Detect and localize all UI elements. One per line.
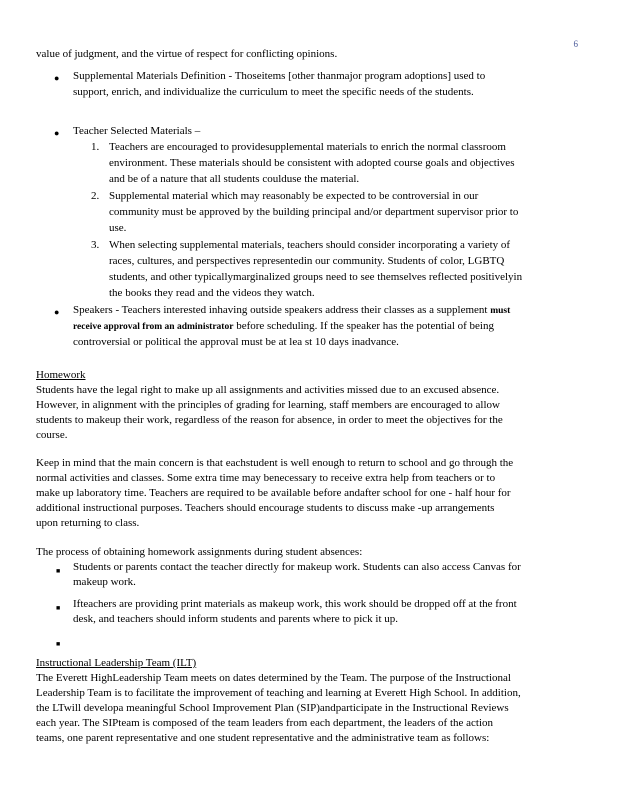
item3-line-3: students, and other typicallymarginalized groups need to see themselves reflected positivelyin <box>109 271 523 283</box>
speakers-line-1 <box>73 302 510 319</box>
list-number: 2. <box>91 190 100 202</box>
speakers-text: Speakers - Teachers interested inhaving outside speakers address their classes as a supplement <box>73 304 488 316</box>
bullet-icon: ● <box>54 128 60 138</box>
speakers-line-2 <box>73 318 494 335</box>
page-number: 6 <box>573 39 578 49</box>
speakers-bold: must <box>490 306 511 316</box>
ilt-line-5: teams, one parent representative and one student representative and the administrative team as follows: <box>36 732 490 744</box>
ilt-line-1: The Everett HighLeadership Team meets on dates determined by the Team. The purpose of the Instructional <box>36 672 511 684</box>
homework-p1-line-1: Students have the legal right to make up all assignments and activities missed due to an excused absence. <box>36 384 500 396</box>
supplemental-line-1: Supplemental Materials Definition - Thoseitems [other thanmajor program adoptions] used to <box>73 70 486 82</box>
ilt-line-3: the LTwill developa meaningful School Improvement Plan (SIP)andparticipate in the Instructional Reviews <box>36 702 509 714</box>
square-bullet-icon: ■ <box>56 640 61 648</box>
ilt-line-4: each year. The SIPteam is composed of the team leaders from each department, the leaders of the action <box>36 717 494 729</box>
homework-p1-line-3: students to makeup their work, regardless of the reason for absence, in order to meet the objectives for the <box>36 414 503 426</box>
supplemental-line-2: support, enrich, and individualize the curriculum to meet the specific needs of the students. <box>73 86 474 98</box>
process-heading: The process of obtaining homework assignments during student absences: <box>36 546 363 558</box>
list-number: 1. <box>91 141 100 153</box>
top-line: value of judgment, and the virtue of respect for conflicting opinions. <box>36 48 338 60</box>
homework-p2-line-2: normal activities and classes. Some extra time may benecessary to receive extra help from teachers or to <box>36 472 496 484</box>
list-number: 3. <box>91 239 100 251</box>
speakers-text: before scheduling. If the speaker has the potential of being <box>233 320 494 332</box>
item2-line-2: community must be approved by the building principal and/or department supervisor prior to <box>109 206 519 218</box>
item2-line-3: use. <box>109 222 127 234</box>
homework-p2-line-5: upon returning to class. <box>36 517 140 529</box>
bullet-icon: ● <box>54 307 60 317</box>
square-bullet-icon: ■ <box>56 567 61 575</box>
homework-p2-line-3: make up laboratory time. Teachers are required to be available before andafter school for one - half hour for <box>36 487 511 499</box>
item3-line-4: the books they read and the videos they watch. <box>109 287 315 299</box>
item1-line-3: and be of a nature that all students coulduse the material. <box>109 173 360 185</box>
speakers-line-3: controversial or political the approval must be at lea st 10 days inadvance. <box>73 336 399 348</box>
ilt-line-2: Leadership Team is to facilitate the improvement of teaching and learning at Everett High School. In addition, <box>36 687 521 699</box>
homework-p1-line-4: course. <box>36 429 68 441</box>
speakers-bold: receive approval from an administrator <box>73 322 234 332</box>
homework-p1-line-2: However, in alignment with the principles of grading for learning, staff members are encouraged to allow <box>36 399 500 411</box>
process-item1-line-2: makeup work. <box>73 576 136 588</box>
ilt-heading: Instructional Leadership Team (ILT) <box>36 657 197 669</box>
item2-line-1: Supplemental material which may reasonably be expected to be controversial in our <box>109 190 479 202</box>
process-item2-line-1: Ifteachers are providing print materials as makeup work, this work should be dropped off at the front <box>73 598 517 610</box>
teacher-selected-heading: Teacher Selected Materials – <box>73 125 201 137</box>
item1-line-1: Teachers are encouraged to providesupplemental materials to enrich the normal classroom <box>109 141 506 153</box>
homework-p2-line-4: additional instructional purposes. Teachers should encourage students to discuss make -up arrangements <box>36 502 495 514</box>
process-item2-line-2: desk, and teachers should inform students and parents where to pick it up. <box>73 613 399 625</box>
square-bullet-icon: ■ <box>56 604 61 612</box>
homework-p2-line-1: Keep in mind that the main concern is that eachstudent is well enough to return to school and go through the <box>36 457 514 469</box>
homework-heading: Homework <box>36 369 86 381</box>
bullet-icon: ● <box>54 73 60 83</box>
item1-line-2: environment. These materials should be consistent with adopted course goals and objectives <box>109 157 515 169</box>
item3-line-2: races, cultures, and perspectives representedin our community. Students of color, LGBTQ <box>109 255 505 267</box>
process-item1-line-1: Students or parents contact the teacher directly for makeup work. Students can also access Canvas for <box>73 561 521 573</box>
item3-line-1: When selecting supplemental materials, teachers should consider incorporating a variety of <box>109 239 511 251</box>
